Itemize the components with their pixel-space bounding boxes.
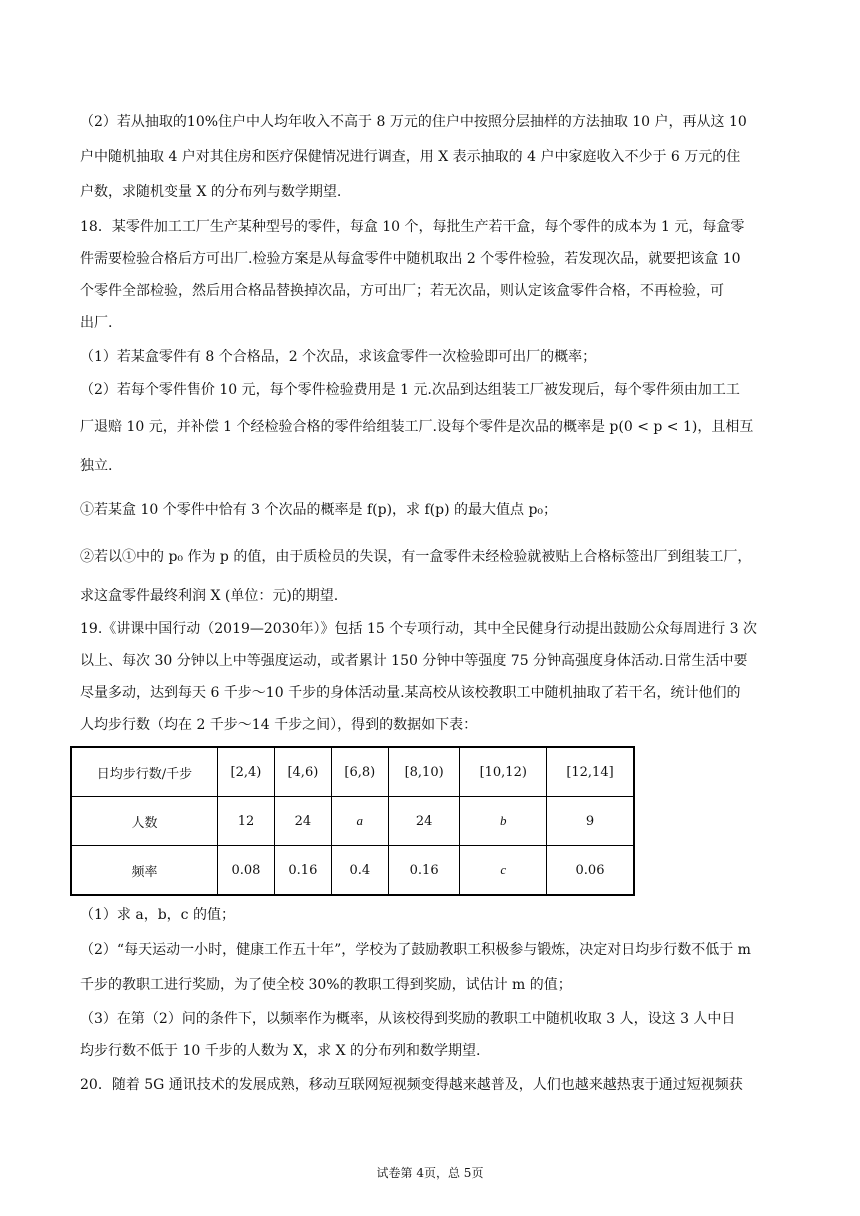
table-row-intervals — [71, 747, 634, 797]
interval-cell: [10,12) — [460, 747, 547, 797]
interval-cell: [12,14] — [547, 747, 634, 797]
freq-cell: 0.08 — [218, 846, 275, 896]
count-cell: a — [331, 797, 388, 846]
line-24: 20．随着 5G 通讯技术的发展成熟，移动互联网短视频变得越来越普及，人们也越来越热衷于通过短视频获 — [80, 1077, 743, 1093]
interval-cell: [6,8) — [331, 747, 388, 797]
line-18: 人均步行数（均在 2 千步～14 千步之间），得到的数据如下表： — [80, 717, 478, 733]
step-count-table — [70, 746, 635, 896]
line-15: 19.《讲课中国行动（2019—2030年）》包括 15 个专项行动，其中全民健身行动提出鼓励公众每周进行 3 次 — [80, 621, 758, 637]
freq-cell: 0.4 — [331, 846, 388, 896]
line-21: 千步的教职工进行奖励，为了使全校 30%的教职工得到奖励，试估计 m 的值； — [80, 977, 572, 993]
table-row-freqs — [71, 846, 634, 896]
count-cell: b — [460, 797, 547, 846]
line-16: 以上、每次 30 分钟以上中等强度运动，或者累计 150 分钟中等强度 75 分钟高强度身体活动.日常生活中要 — [80, 653, 748, 669]
row-label: 频率 — [71, 846, 218, 896]
freq-cell: 0.06 — [547, 846, 634, 896]
line-23: 均步行数不低于 10 千步的人数为 X，求 X 的分布列和数学期望. — [80, 1043, 481, 1059]
interval-cell: [4,6) — [274, 747, 331, 797]
freq-cell: 0.16 — [274, 846, 331, 896]
line-14: 求这盒零件最终利润 X (单位：元)的期望. — [80, 588, 339, 604]
count-cell: 24 — [388, 797, 460, 846]
row-label: 日均步行数/千步 — [71, 747, 218, 797]
row-label: 人数 — [71, 797, 218, 846]
count-cell: 9 — [547, 797, 634, 846]
line-19: （1）求 a，b，c 的值； — [80, 907, 235, 923]
line-10: 厂退赔 10 元，并补偿 1 个经检验合格的零件给组装工厂.设每个零件是次品的概率是 p(0 < p < 1)，且相互 — [80, 419, 754, 435]
interval-cell: [8,10) — [388, 747, 460, 797]
count-cell: 12 — [218, 797, 275, 846]
line-20: （2）“每天运动一小时，健康工作五十年”，学校为了鼓励教职工积极参与锻炼，决定对日均步行数不低于 m — [80, 942, 751, 958]
line-11: 独立. — [80, 458, 113, 474]
line-12: ①若某盒 10 个零件中恰有 3 个次品的概率是 f(p)，求 f(p) 的最大值点 p₀； — [80, 502, 558, 518]
line-6: 个零件全部检验，然后用合格品替换掉次品，方可出厂；若无次品，则认定该盒零件合格，不再检验，可 — [80, 283, 724, 299]
line-7: 出厂. — [80, 315, 113, 331]
line-8: （1）若某盒零件有 8 个合格品，2 个次品，求该盒零件一次检验即可出厂的概率； — [80, 349, 597, 365]
line-17: 尽量多动，达到每天 6 千步～10 千步的身体活动量.某高校从该校教职工中随机抽取了若干名，统计他们的 — [80, 685, 741, 701]
line-3: 户数，求随机变量 X 的分布列与数学期望. — [80, 184, 342, 200]
line-4: 18．某零件加工工厂生产某种型号的零件，每盒 10 个，每批生产若干盒，每个零件的成本为 1 元，每盒零 — [80, 219, 745, 235]
line-13: ②若以①中的 p₀ 作为 p 的值，由于质检员的失误，有一盒零件未经检验就被贴上合格标签出厂到组装工厂， — [80, 549, 752, 565]
table-row-counts — [71, 797, 634, 846]
count-cell: 24 — [274, 797, 331, 846]
freq-cell: 0.16 — [388, 846, 460, 896]
line-22: （3）在第（2）问的条件下，以频率作为概率，从该校得到奖励的教职工中随机收取 3 人，设这 3 人中日 — [80, 1011, 736, 1027]
line-1: （2）若从抽取的10%住户中人均年收入不高于 8 万元的住户中按照分层抽样的方法抽取 10 户，再从这 10 — [80, 114, 747, 130]
line-5: 件需要检验合格后方可出厂.检验方案是从每盒零件中随机取出 2 个零件检验，若发现次品，就要把该盒 10 — [80, 251, 741, 267]
line-2: 户中随机抽取 4 户对其住房和医疗保健情况进行调查，用 X 表示抽取的 4 户中家庭收入不少于 6 万元的住 — [80, 149, 741, 165]
freq-cell: c — [460, 846, 547, 896]
page-footer: 试卷第 4页，总 5页 — [376, 1166, 484, 1180]
interval-cell: [2,4) — [218, 747, 275, 797]
line-9: （2）若每个零件售价 10 元，每个零件检验费用是 1 元.次品到达组装工厂被发现后，每个零件须由加工工 — [80, 382, 740, 398]
